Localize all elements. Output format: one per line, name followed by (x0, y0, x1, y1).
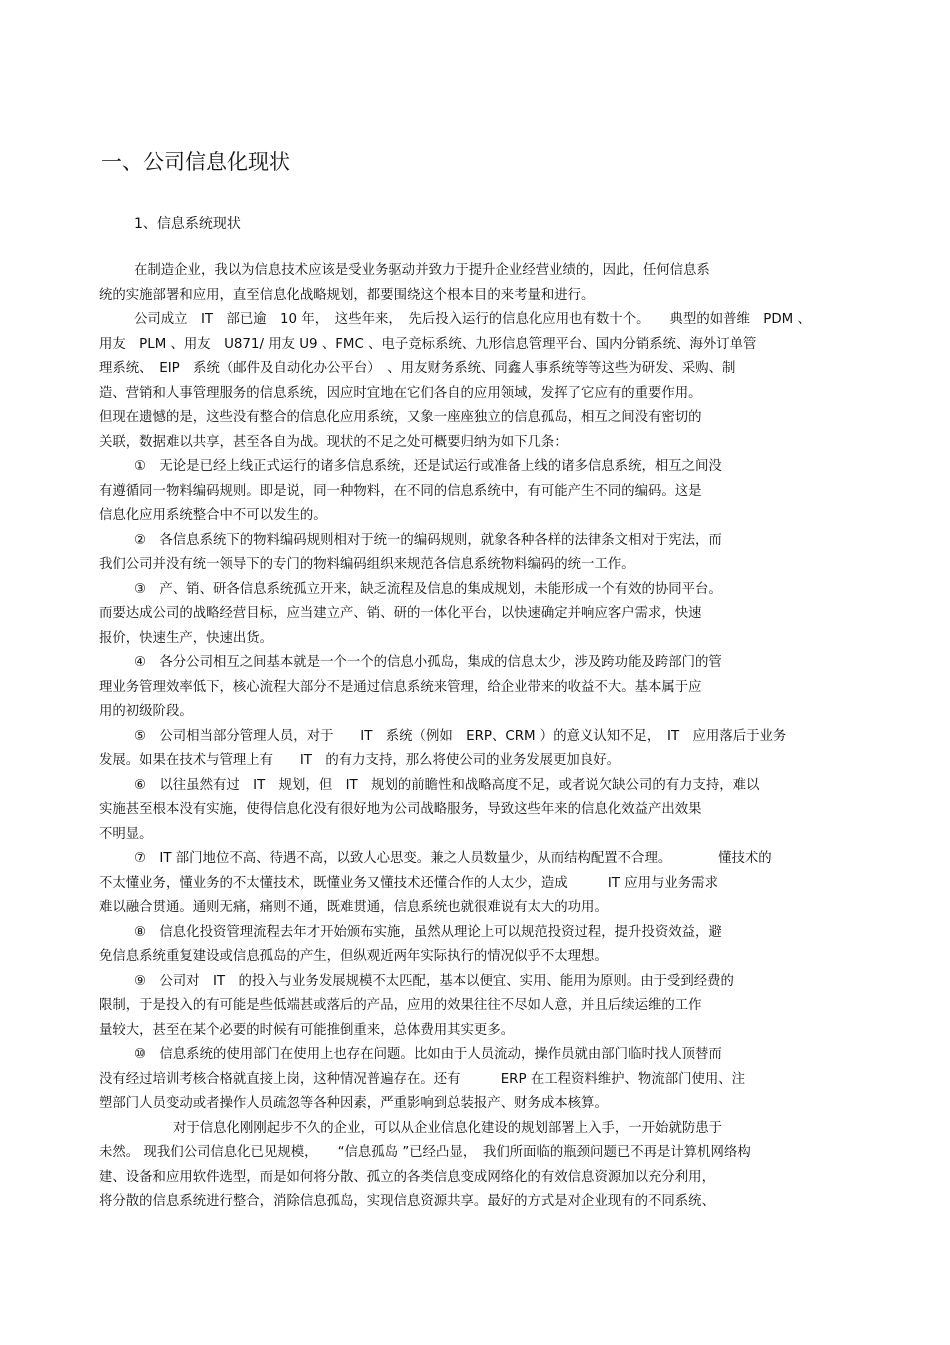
text-line: 而要达成公司的战略经营目标，应当建立产、销、研的一体化平台，以快速确定并响应客户需求，快速 (99, 606, 702, 621)
text-line: 量较大，甚至在某个必要的时候有可能推倒重来，总体费用其实更多。 (99, 1022, 515, 1038)
text-line: 信息化应用系统整合中不可以发生的。 (99, 508, 327, 523)
text-line: 用友 PLM 、用友 U871/ 用友 U9 、FMC 、电子竞标系统、九形信息管理平台、国内分销系统、海外订单管 (99, 336, 757, 352)
text-line: ③ 产、销、研各信息系统孤立开来，缺乏流程及信息的集成规划，未能形成一个有效的协同平台。 (134, 581, 722, 597)
text-line: ② 各信息系统下的物料编码规则相对于统一的编码规则，就象各种各样的法律条文相对于宪法，而 (134, 532, 722, 548)
text-line: 理业务管理效率低下，核心流程大部分不是通过信息系统来管理，给企业带来的收益不大。基本属于应 (99, 679, 702, 695)
text-line: 但现在遗憾的是，这些没有整合的信息化应用系统，又象一座座独立的信息孤岛，相互之间没有密切的 (99, 410, 702, 425)
body-text (99, 259, 869, 1215)
text-line: 限制，于是投入的有可能是些低端甚或落后的产品，应用的效果往往不尽如人意，并且后续运维的工作 (99, 998, 702, 1013)
text-line: ④ 各分公司相互之间基本就是一个一个的信息小孤岛，集成的信息太少，涉及跨功能及跨部门的管 (134, 655, 722, 670)
text-line: ⑨ 公司对 IT 的投入与业务发展规模不太匹配，基本以便宜、实用、能用为原则。由于受到经费的 (134, 973, 734, 989)
text-line: 没有经过培训考核合格就直接上岗，这种情况普遍存在。还有 ERP 在工程资料维护、物流部门使用、注 (99, 1071, 746, 1087)
section-heading: 1、信息系统现状 (134, 216, 241, 232)
document-heading: 一、公司信息化现状 (101, 150, 290, 174)
text-line: 将分散的信息系统进行整合，消除信息孤岛，实现信息资源共享。最好的方式是对企业现有的不同系统、 (99, 1194, 715, 1209)
text-line: 统的实施部署和应用，直至信息化战略规划，都要围绕这个根本目的来考量和进行。 (99, 287, 595, 303)
text-line: ⑧ 信息化投资管理流程去年才开始颁布实施，虽然从理论上可以规范投资过程，提升投资效益，避 (134, 924, 722, 940)
text-line: 未然。 现我们公司信息化已见规模， “信息孤岛 ”已经凸显， 我们所面临的瓶颈问题已不再是计算机网络构 (99, 1145, 751, 1160)
text-line: 发展。如果在技术与管理上有 IT 的有力支持，那么将使公司的业务发展更加良好。 (99, 753, 620, 768)
text-line: 用的初级阶段。 (99, 704, 193, 719)
text-line: 免信息系统重复建设或信息孤岛的产生，但纵观近两年实际执行的情况似乎不太理想。 (99, 949, 608, 964)
text-line: 我们公司并没有统一领导下的专门的物料编码组织来规范各信息系统物料编码的统一工作。 (99, 557, 635, 572)
text-line: ⑥ 以往虽然有过 IT 规划，但 IT 规划的前瞻性和战略高度不足，或者说欠缺公司的有力支持，难以 (134, 777, 760, 793)
text-line: 有遵循同一物料编码规则。即是说，同一种物料，在不同的信息系统中，有可能产生不同的编码。这是 (99, 483, 702, 499)
text-line: 难以融合贯通。通则无痛，痛则不通，既难贯通，信息系统也就很难说有太大的功用。 (99, 900, 608, 915)
text-line: 塑部门人员变动或者操作人员疏忽等各种因素，严重影响到总装报产、财务成本核算。 (99, 1096, 608, 1111)
text-line: 实施甚至根本没有实施，使得信息化没有很好地为公司战略服务，导致这些年来的信息化效益产出效果 (99, 802, 702, 817)
text-line: 不明显。 (99, 826, 153, 842)
text-line: ① 无论是已经上线正式运行的诸多信息系统，还是试运行或准备上线的诸多信息系统，相互之间没 (134, 459, 722, 474)
text-line: 不太懂业务，懂业务的不太懂技术，既懂业务又懂技术还懂合作的人太少，造成 IT 应用与业务需求 (99, 875, 718, 891)
text-line: 理系统、 EIP 系统（邮件及自动化办公平台） 、用友财务系统、同鑫人事系统等等这些为研发、采购、制 (99, 361, 736, 376)
text-line: ⑩ 信息系统的使用部门在使用上也存在问题。比如由于人员流动，操作员就由部门临时找人顶替而 (134, 1047, 722, 1062)
text-line: 对于信息化刚刚起步不久的企业，可以从企业信息化建设的规划部署上入手，一开始就防患于 (173, 1120, 723, 1136)
text-line: 关联，数据难以共享，甚至各自为战。现状的不足之处可概要归纳为如下几条： (99, 434, 568, 450)
text-line: 造、营销和人事管理服务的信息系统，因应时宜地在它们各自的应用领域，发挥了它应有的重要作用。 (99, 385, 702, 401)
text-line: ⑤ 公司相当部分管理人员，对于 IT 系统（例如 ERP、CRM ）的意义认知不足， IT 应用落后于业务 (134, 728, 787, 744)
text-line: ⑦ IT 部门地位不高、待遇不高，以致人心思变。兼之人员数量少，从而结构配置不合理。 懂技术的 (134, 851, 772, 866)
text-line: 报价，快速生产，快速出货。 (99, 630, 274, 646)
text-line: 在制造企业，我以为信息技术应该是受业务驱动并致力于提升企业经营业绩的，因此，任何信息系 (134, 263, 710, 278)
text-line: 建、设备和应用软件选型，而是如何将分散、孤立的各类信息变成网络化的有效信息资源加以充分利用， (99, 1169, 715, 1185)
text-line: 公司成立 IT 部已逾 10 年， 这些年来， 先后投入运行的信息化应用也有数十个。 典型的如普维 PDM 、 (134, 312, 811, 327)
